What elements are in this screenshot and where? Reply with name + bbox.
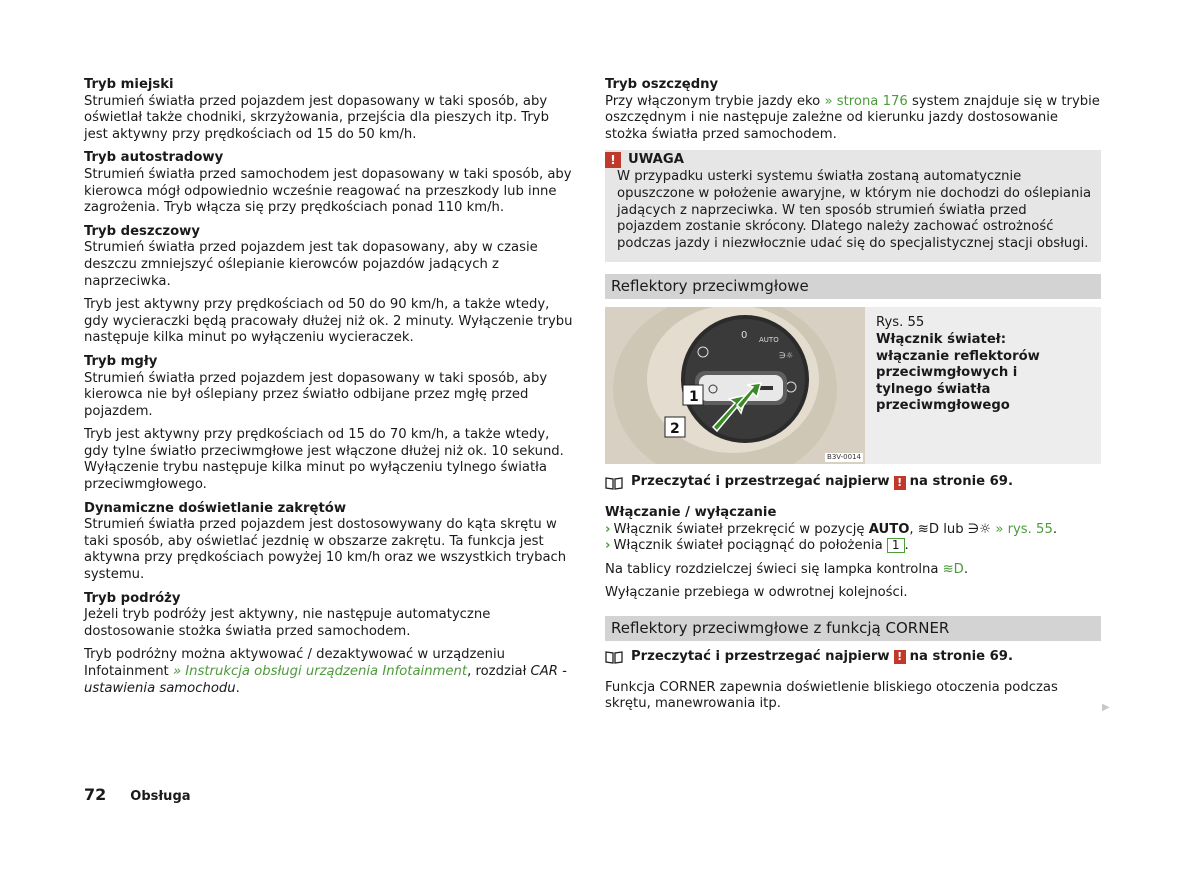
warning-title: UWAGA: [628, 151, 684, 167]
list-item-text: [613, 522, 1057, 539]
read-first-note: [605, 649, 1101, 666]
paragraph: Tryb jest aktywny przy prędkościach od 50 do 90 km/h, a także wtedy, gdy wycieraczki będą pracowały dłużej niż ok. 2 minuty. Wyłączenie trybu następuje kilka minut po wyłączeniu wycieraczek.: [84, 297, 573, 346]
read-first-text: Przeczytać i przestrzegać najpierw: [631, 648, 890, 664]
light-switch-illustration: [605, 307, 865, 464]
paragraph-corner: Funkcja CORNER zapewnia doświetlenie bliskiego otoczenia podczas skrętu, manewrowania itp.: [605, 679, 1058, 712]
auto-label: AUTO: [868, 521, 910, 537]
paragraph-infotainment: [84, 647, 576, 697]
paragraph: Jeżeli tryb podróży jest aktywny, nie następuje automatyczne dostosowanie stożka światła przed samochodem.: [84, 607, 491, 639]
text: Na tablicy rozdzielczej świeci się lampka kontrolna: [605, 561, 943, 577]
arrow-right-icon: ›: [605, 521, 611, 537]
paragraph: Strumień światła przed pojazdem jest tak dopasowany, aby w czasie deszczu zmniejszyć oślepianie kierowców pojazdów jadących z naprzeciwka.: [84, 240, 538, 289]
callout-1: 1: [689, 389, 699, 406]
paragraph: Strumień światła przed pojazdem jest dopasowany w taki sposób, aby oświetlał także chodniki, skrzyżowania, przejścia dla pieszych itp. Tryb jest aktywny przy prędkościach od 15 do 50 km/h.: [84, 93, 549, 142]
section-doswietlanie-zakretow: [84, 501, 576, 584]
list-item: [605, 522, 1101, 539]
text: .: [235, 680, 240, 696]
section-title: Tryb deszczowy: [84, 223, 200, 239]
figure-label: Rys. 55: [876, 315, 925, 331]
paragraph: Wyłączanie przebiega w odwrotnej kolejności.: [605, 585, 908, 601]
section-title: Tryb podróży: [84, 590, 181, 606]
page-reference[interactable]: na stronie 69.: [909, 474, 1013, 490]
section-title: Tryb mgły: [84, 353, 158, 369]
light-switch-image: [605, 307, 865, 464]
figure-55: [605, 307, 1101, 464]
text: Włącznik świateł pociągnąć do położenia: [613, 538, 887, 554]
text: lub: [939, 521, 968, 537]
page-reference[interactable]: na stronie 69.: [909, 648, 1013, 664]
chapter-name: CAR - ustawienia samochodu: [84, 664, 567, 696]
text: ,: [909, 521, 918, 537]
text: system znajduje się w trybie oszczędnym i nie następuje zależne od kierunku jazdy dostosowanie stożka światła przed samochodem.: [605, 93, 1100, 142]
book-icon: [605, 476, 623, 490]
text: , rozdział: [467, 664, 531, 679]
position-box: 1: [887, 538, 905, 553]
paragraph: [605, 94, 1101, 144]
section-heading-fog-lights: Reflektory przeciwmgłowe: [605, 274, 1101, 299]
figure-caption-text: Włącznik świateł: włączanie reflektorów przeciwmgłowych i tylnego światła przeciwmgłowego: [876, 331, 1040, 414]
section-title: Tryb miejski: [84, 77, 174, 92]
text: Włącznik świateł przekręcić w pozycję: [613, 521, 869, 537]
text: Przy włączonym trybie jazdy eko: [605, 93, 825, 109]
next-page-icon[interactable]: ▶: [1102, 702, 1110, 713]
read-first-note: [605, 474, 1101, 491]
knob-zero-label: 0: [741, 330, 748, 342]
paragraph: Strumień światła przed samochodem jest dopasowany w taki sposób, aby kierowca mógł odpowiednio wcześnie reagować na przeszkody lub inne zagrożenia. Tryb włącza się przy prędkościach ponad 110 km/h.: [84, 166, 572, 216]
section-tryb-oszczedny: [605, 77, 1101, 143]
knob-auto-label: AUTO: [759, 336, 779, 345]
infotainment-link[interactable]: » Instrukcja obsługi urządzenia Infotainment: [172, 664, 468, 679]
section-on-off: [605, 505, 1101, 555]
page-link[interactable]: » strona 176: [824, 93, 908, 109]
footer-section: Obsługa: [130, 789, 191, 804]
section-tryb-deszczowy: [84, 224, 576, 347]
section-tryb-mgly: [84, 354, 576, 494]
page-number: 72: [84, 785, 107, 804]
section-tryb-podrozy: [84, 591, 576, 698]
section-title: Włączanie / wyłączanie: [605, 504, 777, 520]
warning-header: [605, 150, 1093, 169]
warning-icon: !: [894, 650, 906, 664]
text: .: [904, 538, 909, 554]
warning-icon: !: [605, 152, 621, 168]
list-item-text: [613, 538, 908, 555]
section-title: Tryb oszczędny: [605, 77, 719, 92]
list-item: [605, 538, 1101, 555]
text: Tryb podróżny można aktywować / dezaktywować w urządzeniu Infotainment: [84, 647, 505, 679]
paragraph-indicator: [605, 562, 1101, 579]
text: .: [963, 561, 969, 577]
section-tryb-miejski: [84, 77, 576, 143]
callout-2: 2: [670, 421, 680, 438]
warning-text: W przypadku usterki systemu światła zostaną automatycznie opuszczone w położenie awaryjne, w którym nie dochodzi do oślepiania jadących z naprzeciwka. W ten sposób strumień światła przed pojazdem zostanie skrócony. Dlatego należy zachować ostrożność podczas jazdy i niezwłocznie udać się do specjalistycznej stacji obsługi.: [617, 169, 1092, 251]
fog-light-icon: ≋D: [942, 561, 964, 577]
side-light-icon: ∋☼: [967, 521, 992, 537]
left-column: [84, 77, 576, 704]
paragraph: Tryb jest aktywny przy prędkościach od 15 do 70 km/h, a także wtedy, gdy tylne światło przeciwmgłowe jest włączone dłużej niż ok. 10 sekund. Wyłączenie trybu następuje kilka minut po wyłączeniu tylnego światła przeciwmgłowego.: [84, 427, 564, 493]
section-heading-corner: Reflektory przeciwmgłowe z funkcją CORNER: [605, 616, 1101, 641]
warning-box: [605, 150, 1101, 262]
warning-icon: !: [894, 476, 906, 490]
parking-light-icon: ≋D: [917, 521, 940, 537]
svg-text:∋☼: ∋☼: [779, 351, 794, 361]
parking-light-icon: [779, 351, 793, 360]
text: .: [1052, 521, 1058, 537]
figure-link[interactable]: » rys. 55: [995, 521, 1053, 537]
figure-caption: [865, 307, 1086, 464]
paragraph: Strumień światła przed pojazdem jest dopasowany w taki sposób, aby kierowca nie był oślepiany przez światło odbijane przez mgłę przed pojazdem.: [84, 370, 548, 419]
read-first-text: Przeczytać i przestrzegać najpierw: [631, 474, 890, 490]
section-tryb-autostradowy: [84, 150, 576, 216]
paragraph: Strumień światła przed pojazdem jest dostosowywany do kąta skrętu w taki sposób, aby oświetlać jezdnię w obszarze zakrętu. Ta funkcja jest aktywna przy prędkościach powyżej 10 km/h oraz we wszystkich trybach systemu.: [84, 517, 567, 583]
book-icon: [605, 650, 623, 664]
arrow-right-icon: ›: [605, 538, 611, 554]
right-column: [605, 77, 1101, 720]
figure-code: B3V-0014: [827, 453, 861, 462]
page-footer: [84, 787, 191, 806]
section-title: Dynamiczne doświetlanie zakrętów: [84, 500, 347, 516]
section-title: Tryb autostradowy: [84, 150, 224, 166]
